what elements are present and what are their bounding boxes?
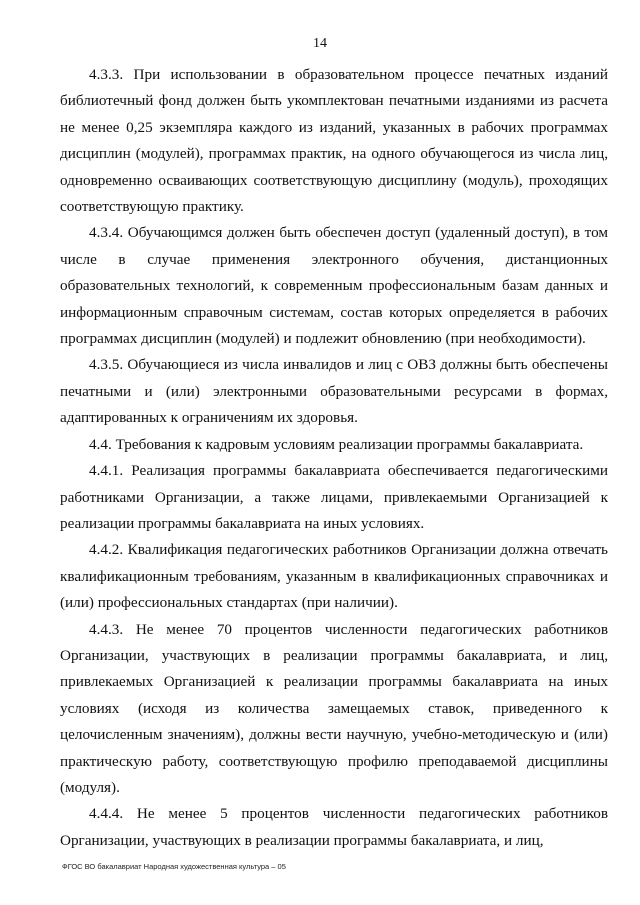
paragraph-4-3-4: 4.3.4. Обучающимся должен быть обеспечен доступ (удаленный доступ), в том числе в случае применения электронного обучения, дистанционных образовательных технологий, к современным профессиональным базам данных и информационным справочным системам, состав которых определяется в рабочих программах дисциплин (модулей) и подлежит обновлению (при необходимости). — [60, 224, 608, 348]
paragraph-4-3-3: 4.3.3. При использовании в образовательном процессе печатных изданий библиотечный фонд должен быть укомплектован печатными изданиями из расчета не менее 0,25 экземпляра каждого из изданий, указанных в рабочих программах дисциплин (модулей), программах практик, на одного обучающегося из числа лиц, одновременно осваивающих соответствующую дисциплину (модуль), проходящих соответствующую практику. — [60, 66, 608, 216]
paragraph-4-4-1: 4.4.1. Реализация программы бакалавриата обеспечивается педагогическими работниками Организации, а также лицами, привлекаемыми Организацией к реализации программы бакалавриата на иных условиях. — [60, 462, 608, 532]
paragraph-4-4-4: 4.4.4. Не менее 5 процентов численности педагогических работников Организации, участвующих в реализации программы бакалавриата, и лиц, — [60, 805, 608, 849]
paragraph-4-4: 4.4. Требования к кадровым условиям реализации программы бакалавриата. — [89, 435, 584, 453]
paragraph-4-4-3: 4.4.3. Не менее 70 процентов численности педагогических работников Организации, участвующих в реализации программы бакалавриата, и лиц, привлекаемых Организацией к реализации программы бакалавриата на иных условиях (исходя из количества замещаемых ставок, приведенного к целочисленным значениям), должны вести научную, учебно-методическую и (или) практическую работу, соответствующую профилю преподаваемой дисциплины (модуля). — [60, 620, 608, 796]
paragraph-4-3-5: 4.3.5. Обучающиеся из числа инвалидов и лиц с ОВЗ должны быть обеспечены печатными и (или) электронными образовательными ресурсами в формах, адаптированных к ограничениям их здоровья. — [60, 356, 608, 427]
page-footer: ФГОС ВО бакалавриат Народная художественная культура – 05 — [62, 862, 286, 871]
paragraph-4-4-2: 4.4.2. Квалификация педагогических работников Организации должна отвечать квалификационным требованиям, указанным в квалификационных справочниках и (или) профессиональных стандартах (при наличии). — [60, 541, 608, 612]
document-body — [60, 62, 608, 854]
page-number: 14 — [313, 36, 327, 51]
